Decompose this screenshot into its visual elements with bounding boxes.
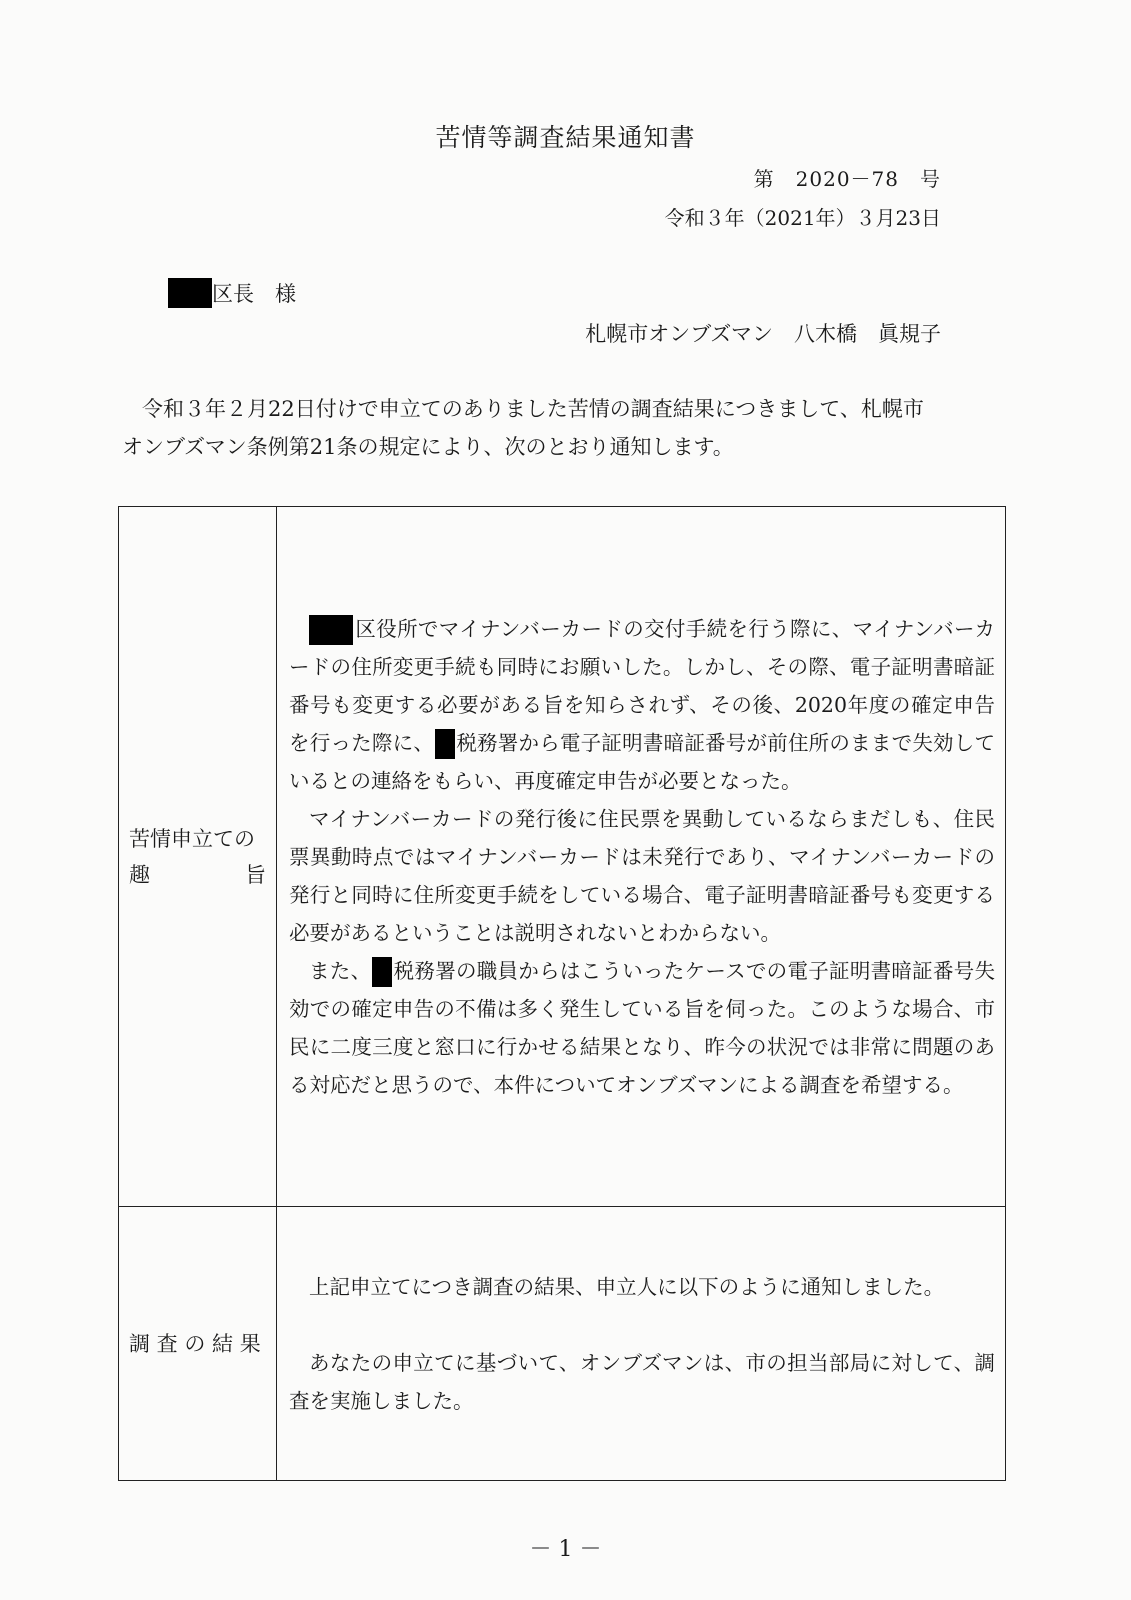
redaction-block bbox=[372, 957, 392, 987]
redaction-block bbox=[435, 729, 455, 759]
complaint-label-char-b: 旨 bbox=[245, 862, 266, 887]
recipient-suffix: 区長 様 bbox=[212, 282, 296, 306]
table-row-result bbox=[119, 1207, 1006, 1481]
complaint-content bbox=[277, 507, 1006, 1207]
complaint-label-line1: 苦情申立ての bbox=[129, 826, 255, 851]
intro-text bbox=[122, 390, 1002, 466]
result-label: 調 査 の 結 果 bbox=[119, 1207, 277, 1481]
document-title: 苦情等調査結果通知書 bbox=[435, 123, 696, 152]
redaction-block bbox=[168, 278, 212, 308]
intro-line-1: 令和３年２月22日付けで申立てのありました苦情の調査結果につきまして、札幌市 bbox=[142, 397, 924, 421]
sender: 札幌市オンブズマン 八木橋 眞規子 bbox=[585, 322, 941, 346]
complaint-label bbox=[119, 507, 277, 1207]
complaint-paragraph-3: また、 税務署の職員からはこういったケースでの電子証明書暗証番号失効での確定申告の不備は多く発生している旨を伺った。このような場合、市民に二度三度と窓口に行かせる結果となり、昨今の状況では非常に問題のある対応だと思うので、本件についてオンブズマンによる調査を希望する。 bbox=[289, 958, 996, 1097]
redaction-block bbox=[309, 615, 353, 645]
page-number: － 1 － bbox=[529, 1537, 602, 1562]
complaint-paragraph-2: マイナンバーカードの発行後に住民票を異動しているならまだしも、住民票異動時点ではマイナンバーカードは未発行であり、マイナンバーカードの発行と同時に住所変更手続をしている場合、電子証明書暗証番号も変更する必要があるということは説明されないとわからない。 bbox=[289, 806, 995, 945]
result-paragraph-1: 上記申立てにつき調査の結果、申立人に以下のように通知しました。 bbox=[309, 1274, 945, 1299]
result-paragraph-2: あなたの申立てに基づいて、オンブズマンは、市の担当部局に対して、調査を実施しました。 bbox=[289, 1350, 995, 1413]
result-table bbox=[118, 506, 1006, 1481]
intro-line-2: オンブズマン条例第21条の規定により、次のとおり通知します。 bbox=[122, 435, 734, 459]
complaint-label-line2 bbox=[129, 857, 266, 893]
complaint-paragraph-1: 区役所でマイナンバーカードの交付手続を行う際に、マイナンバーカードの住所変更手続も同時にお願いした。しかし、その際、電子証明書暗証番号も変更する必要がある旨を知らされず、その後、2020年度の確定申告を行った際に、 税務署から電子証明書暗証番号が前住所のままで失効しているとの連絡をもらい、再度確定申告が必要となった。 bbox=[289, 616, 996, 793]
document-number: 第 2020－78 号 bbox=[753, 167, 941, 191]
table-row-complaint bbox=[119, 507, 1006, 1207]
document-date: 令和３年（2021年）３月23日 bbox=[664, 206, 941, 230]
paragraph-spacer bbox=[289, 1306, 995, 1344]
result-content bbox=[277, 1207, 1006, 1481]
complaint-label-char-a: 趣 bbox=[129, 862, 150, 887]
recipient bbox=[168, 278, 296, 308]
